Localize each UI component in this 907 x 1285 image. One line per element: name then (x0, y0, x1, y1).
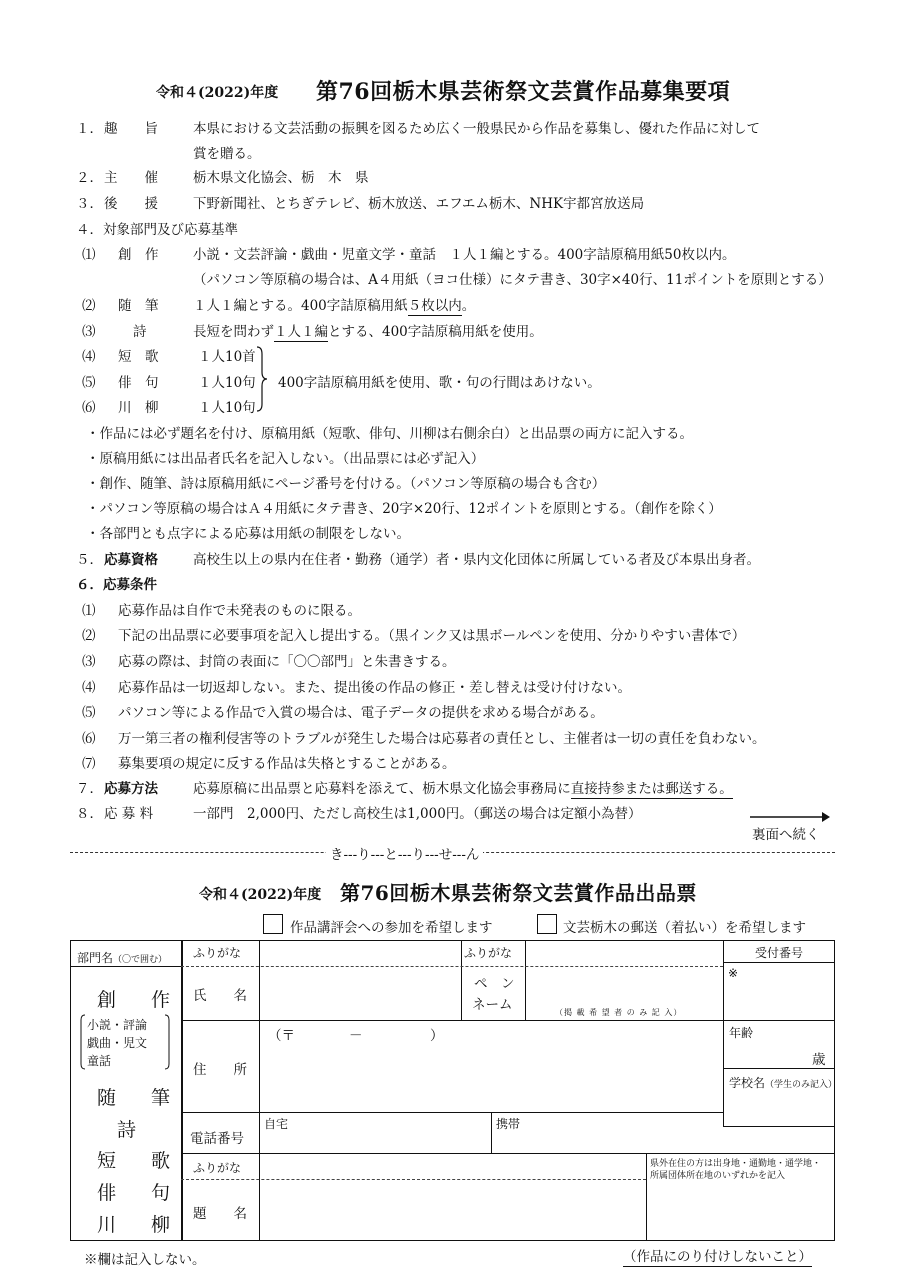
condition-text: 応募の際は、封筒の表面に「〇〇部門」と朱書きする。 (118, 654, 456, 670)
condition-text: 応募作品は自作で未発表のものに限る。 (118, 603, 361, 619)
section-text: 下野新聞社、とちぎテレビ、栃木放送、エフエム栃木、NHK宇都宮放送局 (193, 196, 645, 212)
page-title: 第76回栃木県芸術祭文芸賞作品募集要項 (316, 79, 731, 105)
category-label: 短 歌 (118, 349, 159, 365)
category-number: ⑹ (82, 400, 96, 416)
category-text: 小説・文芸評論・戯曲・児童文学・童話 １人１編とする。400字詰原稿用紙50枚以内。 (193, 247, 736, 263)
section-text: 高校生以上の県内在住者・勤務（通学）者・県内文化団体に所属している者及び本県出身者。 (193, 552, 760, 568)
section-number: ５． (76, 552, 103, 568)
section-number: ８． (76, 806, 103, 822)
section-text: 一部門 2,000円、ただし高校生は1,000円。（郵送の場合は定額小為替） (193, 806, 642, 822)
condition-number: ⑵ (82, 628, 96, 644)
section-heading: ６．応募条件 (76, 577, 157, 593)
category-note: 400字詰原稿用紙を使用、歌・句の行間はあけない。 (278, 375, 601, 391)
category-number: ⑴ (82, 247, 96, 263)
category-text: 長短を問わず１人１編とする、400字詰原稿用紙を使用。 (193, 324, 543, 340)
dept-sub-item[interactable]: 童話 (87, 1054, 112, 1068)
arrow-right-icon (750, 810, 830, 824)
condition-text: 応募作品は一切返却しない。また、提出後の作品の修正・差し替えは受け付けない。 (118, 680, 631, 696)
dept-sub-item[interactable]: 戯曲・児文 (87, 1036, 148, 1050)
bullet-item: ・パソコン等原稿の場合はＡ４用紙にタテ書き、20字×20行、12ポイントを原則とする。（創作を除く） (86, 501, 722, 517)
condition-number: ⑺ (82, 756, 96, 772)
bullet-item: ・創作、随筆、詩は原稿用紙にページ番号を付ける。（パソコン等原稿の場合も含む） (86, 476, 606, 492)
section-text: 賞を贈る。 (193, 146, 261, 162)
condition-number: ⑶ (82, 654, 96, 670)
section-label: 後 援 (104, 196, 158, 212)
condition-text: 募集要項の規定に反する作品は失格とすることがある。 (118, 756, 456, 772)
receipt-label: 受付番号 (755, 946, 804, 960)
section-heading: ４．対象部門及び応募基準 (76, 222, 238, 238)
cut-line-label: き‐‐‐り‐‐‐と‐‐‐り‐‐‐せ‐‐‐ん (326, 843, 483, 863)
checkbox-lecture-label: 作品講評会への参加を希望します (290, 920, 493, 936)
form-title: 第76回栃木県芸術祭文芸賞作品出品票 (340, 881, 697, 905)
category-text: （パソコン等原稿の場合は、A４用紙（ヨコ仕様）にタテ書き、30字×40行、11ポイントを原則とする） (193, 272, 832, 288)
condition-text: 万一第三者の権利侵害等のトラブルが発生した場合は応募者の責任とし、主催者は一切の責任を負わない。 (118, 731, 766, 747)
dept-option-zuihitsu[interactable]: 随 筆 (97, 1087, 179, 1109)
phone-label: 電話番号 (190, 1131, 244, 1147)
header-year: 令和４(2022)年度 (156, 85, 279, 101)
work-title-label: 題 名 (193, 1206, 247, 1222)
condition-number: ⑸ (82, 705, 96, 721)
section-label: 主 催 (104, 170, 158, 186)
section-number: ３． (76, 196, 103, 212)
penname-field[interactable] (527, 967, 722, 1019)
title-furigana-label: ふりがな (193, 1161, 242, 1175)
category-label: 随 筆 (118, 298, 159, 314)
condition-text: パソコン等による作品で入賞の場合は、電子データの提供を求める場合がある。 (118, 705, 604, 721)
section-label: 趣 旨 (104, 121, 158, 137)
dept-option-haiku[interactable]: 俳 句 (97, 1182, 179, 1204)
bullet-item: ・原稿用紙には出品者氏名を記入しない。（出品票には必ず記入） (86, 451, 485, 467)
checkbox-mail[interactable] (537, 914, 557, 934)
condition-number: ⑹ (82, 731, 96, 747)
category-label: 俳 句 (118, 375, 159, 391)
section-number: １． (76, 121, 103, 137)
category-number: ⑷ (82, 349, 96, 365)
checkbox-mail-label: 文芸栃木の郵送（着払い）を希望します (563, 920, 806, 936)
section-text: 本県における文芸活動の振興を図るため広く一般県民から作品を募集し、優れた作品に対して (193, 121, 760, 137)
footer-warning: （作品にのり付けしないこと） (623, 1245, 812, 1267)
phone-home-label: 自宅 (264, 1117, 289, 1131)
bullet-item: ・作品には必ず題名を付け、原稿用紙（短歌、俳句、川柳は右側余白）と出品票の両方に記入する。 (86, 426, 693, 442)
section-text: 応募原稿に出品票と応募料を添えて、栃木県文化協会事務局に直接持参または郵送する。 (193, 781, 733, 797)
dept-label: 部門名（〇で囲む） (77, 951, 168, 965)
dept-option-sousaku[interactable]: 創 作 (97, 989, 179, 1011)
category-number: ⑵ (82, 298, 96, 314)
dept-sub-item[interactable]: 小説・評論 (87, 1018, 148, 1032)
name-label: 氏 名 (193, 988, 247, 1004)
section-text: 栃木県文化協会、栃 木 県 (193, 170, 369, 186)
name-field[interactable] (262, 967, 460, 1019)
penname-furigana-label: ふりがな (464, 946, 513, 960)
category-number: ⑶ (82, 324, 96, 340)
penname-note: （掲 載 希 望 者 の み 記 入） (555, 1008, 683, 1017)
outside-note: 県外在住の方は出身地・通勤地・通学地・ (650, 1159, 822, 1169)
section-label: 応募方法 (104, 781, 158, 797)
condition-number: ⑷ (82, 680, 96, 696)
penname-label: ネーム (472, 997, 513, 1013)
section-number: ２． (76, 170, 103, 186)
category-label: 創 作 (118, 247, 159, 263)
dept-option-tanka[interactable]: 短 歌 (97, 1150, 179, 1172)
checkbox-lecture[interactable] (263, 914, 283, 934)
footer-note: ※欄は記入しない。 (84, 1252, 206, 1268)
penname-label: ペ ン (474, 976, 515, 992)
school-label: 学校名（学生のみ記入） (729, 1076, 838, 1090)
bullet-item: ・各部門とも点字による応募は用紙の制限をしない。 (86, 526, 410, 542)
phone-mobile-label: 携帯 (496, 1117, 521, 1131)
section-label: 応募資格 (104, 552, 158, 568)
category-number: ⑸ (82, 375, 96, 391)
dept-option-shi[interactable]: 詩 (117, 1119, 137, 1141)
section-number: ７． (76, 781, 103, 797)
category-text: １人10首 (198, 349, 256, 365)
category-text: １人10句 (198, 400, 256, 416)
section-label: 応 募 料 (104, 806, 154, 822)
category-text: １人10句 (198, 375, 256, 391)
form-year: 令和４(2022)年度 (199, 887, 322, 903)
work-title-field[interactable] (262, 1181, 644, 1239)
category-label: 詩 (133, 324, 147, 340)
condition-number: ⑴ (82, 603, 96, 619)
age-unit: 歳 (812, 1052, 826, 1068)
address-label: 住 所 (193, 1062, 247, 1078)
category-label: 川 柳 (118, 400, 159, 416)
receipt-mark: ※ (728, 966, 739, 980)
address-field[interactable] (262, 1044, 722, 1110)
condition-text: 下記の出品票に必要事項を記入し提出する。（黒インク又は黒ボールペンを使用、分かりやすい書体で） (118, 628, 746, 644)
category-text: １人１編とする。400字詰原稿用紙５枚以内。 (193, 298, 476, 314)
dept-option-senryu[interactable]: 川 柳 (97, 1214, 179, 1236)
postal-code-field[interactable]: （〒 － ） (268, 1028, 444, 1044)
age-label: 年齢 (729, 1026, 754, 1040)
brace-icon (255, 346, 269, 412)
outside-note: 所属団体所在地のいずれかを記入 (650, 1171, 786, 1181)
continue-note: 裏面へ続く (752, 827, 820, 843)
name-furigana-label: ふりがな (193, 946, 242, 960)
